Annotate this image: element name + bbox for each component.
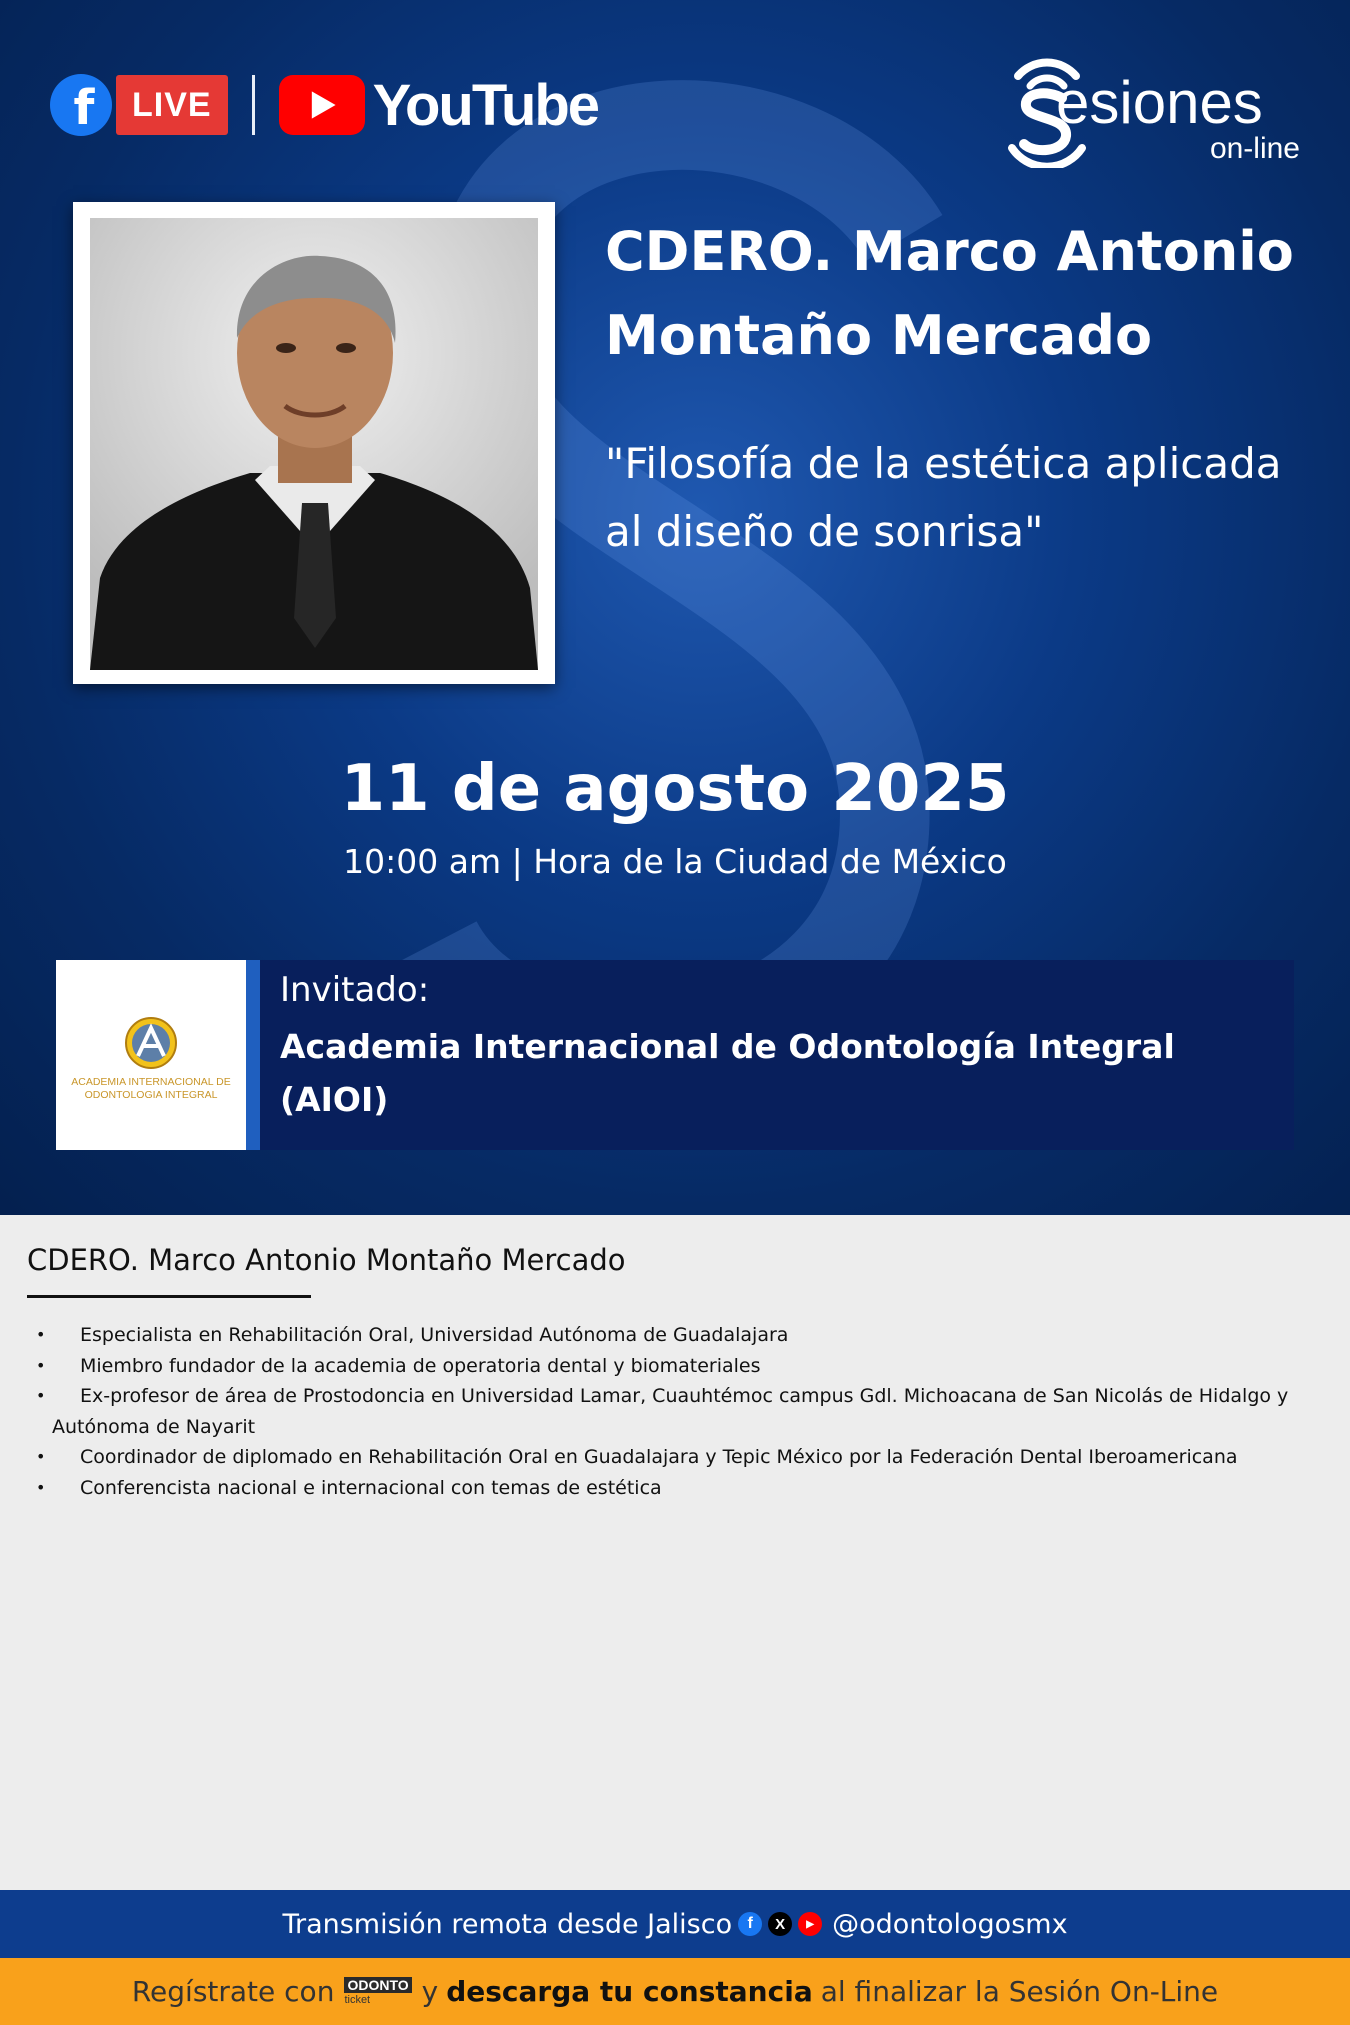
talk-title: "Filosofía de la estética aplicada al diseño de sonrisa" bbox=[605, 439, 1282, 556]
register-suffix: al finalizar la Sesión On-Line bbox=[820, 1975, 1219, 2008]
speaker-name: CDERO. Marco Antonio Montaño Mercado bbox=[605, 220, 1294, 367]
youtube-wordmark: YouTube bbox=[372, 72, 599, 138]
social-handle[interactable]: @odontologosmx bbox=[832, 1908, 1068, 1940]
bio-list bbox=[30, 1320, 1300, 1503]
x-icon[interactable]: X bbox=[768, 1912, 792, 1936]
register-strong: descarga tu constancia bbox=[446, 1975, 813, 2008]
guest-name: Academia Internacional de Odontología Integral (AIOI) bbox=[280, 1027, 1175, 1119]
event-date: 11 de agosto 2025 bbox=[340, 752, 1010, 826]
guest-label: Invitado: bbox=[280, 970, 430, 1010]
speaker-photo bbox=[90, 218, 538, 670]
divider bbox=[252, 75, 255, 135]
youtube-icon[interactable]: ▶ bbox=[798, 1912, 822, 1936]
bio-title: CDERO. Marco Antonio Montaño Mercado bbox=[27, 1243, 626, 1277]
brand-wordmark: esiones bbox=[1056, 69, 1263, 136]
bio-item: • Ex-profesor de área de Prostodoncia en Universidad Lamar, Cuauhtémoc campus Gdl. Michoacana de San Nicolás de Hidalgo y Autónoma de Nayarit bbox=[30, 1381, 1300, 1442]
bio-underline bbox=[27, 1295, 311, 1298]
transmission-bar bbox=[0, 1890, 1350, 1958]
youtube-play-icon bbox=[279, 75, 365, 135]
register-bar bbox=[0, 1958, 1350, 2025]
sesiones-online-logo bbox=[988, 40, 1308, 170]
bio-item: • Conferencista nacional e internacional con temas de estética bbox=[30, 1473, 1300, 1504]
speaker-photo-frame bbox=[73, 202, 555, 684]
event-time: 10:00 am | Hora de la Ciudad de México bbox=[343, 842, 1007, 881]
aioi-logo bbox=[56, 960, 246, 1150]
accent-stripe bbox=[246, 960, 260, 1150]
platforms-bar bbox=[50, 72, 598, 138]
facebook-icon: f bbox=[50, 74, 112, 136]
odonto-ticket-logo[interactable] bbox=[344, 1977, 411, 2006]
live-badge: LIVE bbox=[116, 75, 228, 135]
aioi-logo-text: ACADEMIA INTERNACIONAL DE ODONTOLOGIA INTEGRAL bbox=[71, 1076, 231, 1101]
bio-item: • Especialista en Rehabilitación Oral, Universidad Autónoma de Guadalajara bbox=[30, 1320, 1300, 1351]
bio-item: • Miembro fundador de la academia de operatoria dental y biomateriales bbox=[30, 1351, 1300, 1382]
guest-panel bbox=[56, 960, 1294, 1150]
register-prefix: Regístrate con bbox=[131, 1975, 335, 2008]
ticket-sub: ticket bbox=[344, 1994, 371, 2006]
aioi-emblem-icon bbox=[124, 1016, 178, 1070]
bio-item: • Coordinador de diplomado en Rehabilitación Oral en Guadalajara y Tepic México por la Federación Dental Iberoamericana bbox=[30, 1442, 1300, 1473]
transmission-text: Transmisión remota desde Jalisco bbox=[282, 1908, 733, 1940]
facebook-icon[interactable]: f bbox=[738, 1912, 762, 1936]
register-mid: y bbox=[421, 1975, 439, 2008]
brand-subtitle: on-line bbox=[1209, 132, 1300, 165]
ticket-brand: ODONTO bbox=[344, 1977, 411, 1993]
